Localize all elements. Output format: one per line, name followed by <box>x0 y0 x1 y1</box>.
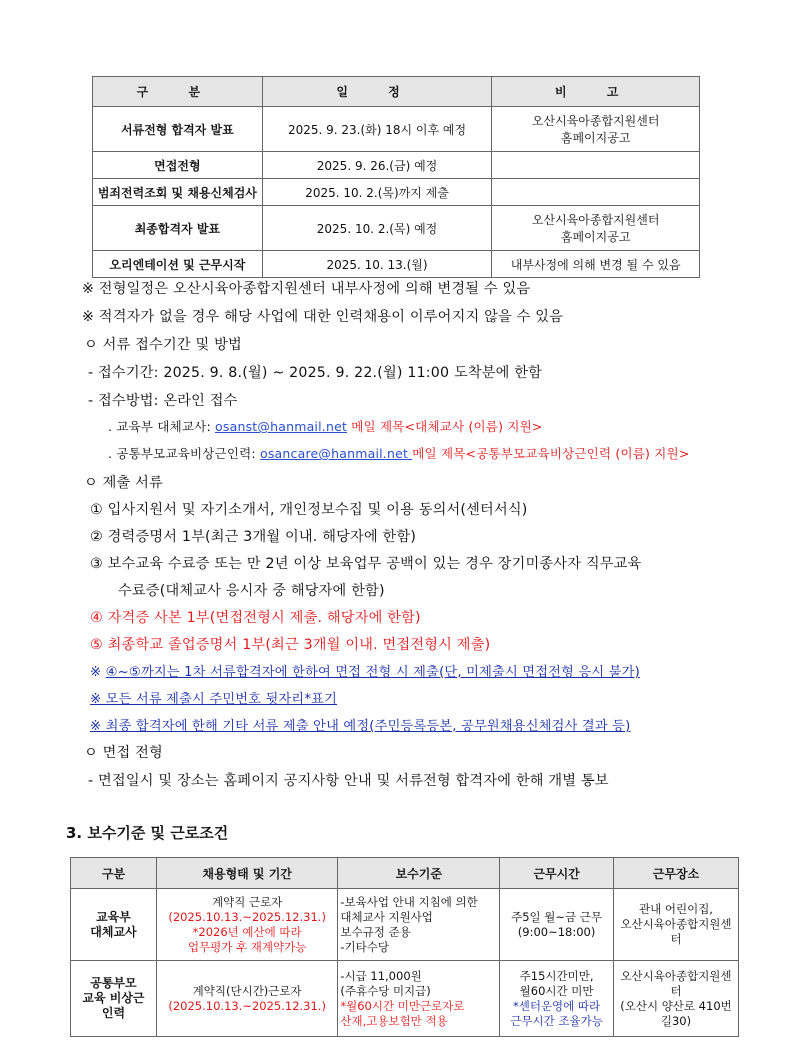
note-line: 홈페이지공고 <box>560 131 631 145</box>
row-date: 2025. 10. 2.(목)까지 제출 <box>262 179 492 206</box>
row-label: 오리엔테이션 및 근무시작 <box>93 251 263 278</box>
hours-line: 근무시간 조율가능 <box>510 1013 603 1028</box>
email-link-parent-edu[interactable]: osancare@hanmail.net <box>259 446 413 461</box>
pay-line: 산재,고용보험만 적용 <box>340 1013 448 1028</box>
note-mark: ※ <box>90 665 106 680</box>
pay-line: -기타수당 <box>340 939 389 954</box>
note-no-candidate: ※ 적격자가 없을 경우 해당 사업에 대한 인력채용이 이루어지지 않을 수 있음 <box>82 309 564 325</box>
table-header-row <box>93 77 700 107</box>
row-label <box>71 889 157 961</box>
section-heading: 3. 보수기준 및 근로조건 <box>66 824 229 842</box>
row-hours <box>500 889 614 961</box>
document-item-cont: 수료증(대체교사 응시자 중 해당자에 한함) <box>118 583 385 599</box>
documents-title: ㅇ 제출 서류 <box>84 475 163 491</box>
label-line: 교육 비상근 <box>82 991 145 1005</box>
sub1-subject: 메일 제목<대체교사 (이름) 지원> <box>347 419 543 434</box>
documents-note-3: ※ 최종 합격자에 한해 기타 서류 제출 안내 예정(주민등록등본, 공무원채용신체검사 결과 등) <box>90 719 631 734</box>
type-line: *2026년 예산에 따라 <box>192 924 302 939</box>
document-item: ① 입사지원서 및 자기소개서, 개인정보수집 및 이용 동의서(센터서식) <box>90 502 528 518</box>
pay-table <box>70 857 739 1037</box>
row-note: 내부사정에 의해 변경 될 수 있음 <box>492 251 700 278</box>
col-header-schedule: 일 정 <box>262 77 492 107</box>
row-label: 범죄전력조회 및 채용신체검사 <box>93 179 263 206</box>
col-header-category: 구 분 <box>93 77 263 107</box>
document-item: ④ 자격증 사본 1부(면접전형시 제출. 해당자에 한함) <box>90 610 421 626</box>
row-hours <box>500 961 614 1037</box>
place-line: 오산시육아종합지원센터 <box>620 968 732 998</box>
row-type <box>156 961 337 1037</box>
table-row <box>93 251 700 278</box>
document-item: ③ 보수교육 수료증 또는 만 2년 이상 보육업무 공백이 있는 경우 장기미종사자 직무교육 <box>90 556 642 572</box>
row-note <box>492 152 700 179</box>
note-line: 오산시육아종합지원센터 <box>531 213 660 227</box>
table-row <box>93 107 700 152</box>
pay-line: (주휴수당 미지급) <box>340 983 431 998</box>
documents-note-1 <box>90 661 640 680</box>
note-text: ④~⑤까지는 1차 서류합격자에 한하여 면접 전형 시 제출(단, 미제출시 면접전형 응시 불가) <box>105 665 640 680</box>
pay-line: -시급 11,000원 <box>340 968 422 983</box>
col-header-type: 채용형태 및 기간 <box>156 858 337 889</box>
application-sub1 <box>108 417 543 435</box>
row-date: 2025. 10. 13.(월) <box>262 251 492 278</box>
row-note <box>492 206 700 251</box>
label-line: 대체교사 <box>90 924 137 939</box>
table-row <box>71 889 739 961</box>
row-pay <box>338 889 500 961</box>
place-line: 관내 어린이집, <box>639 902 713 916</box>
type-line: 업무평가 후 재계약가능 <box>187 939 307 954</box>
type-line: (2025.10.13.~2025.12.31.) <box>168 909 326 924</box>
hours-line: *센터운영에 따라 <box>512 998 601 1013</box>
row-pay <box>338 961 500 1037</box>
col-header-hours: 근무시간 <box>500 858 614 889</box>
hours-line: 주5일 월~금 근무 <box>511 909 603 924</box>
type-line: 계약직 근로자 <box>211 894 283 909</box>
pay-line: 보수규정 준용 <box>340 924 411 939</box>
sub1-prefix: . 교육부 대체교사: <box>108 419 216 434</box>
table-row <box>93 179 700 206</box>
col-header-pay: 보수기준 <box>338 858 500 889</box>
document-item: ⑤ 최종학교 졸업증명서 1부(최근 3개월 이내. 면접전형시 제출) <box>90 637 491 653</box>
row-label: 서류전형 합격자 발표 <box>93 107 263 152</box>
col-header-place: 근무장소 <box>613 858 738 889</box>
email-link-substitute[interactable]: osanst@hanmail.net <box>215 419 348 434</box>
row-date: 2025. 9. 23.(화) 18시 이후 예정 <box>262 107 492 152</box>
col-header-note: 비 고 <box>492 77 700 107</box>
pay-line: 대체교사 지원사업 <box>340 909 433 924</box>
note-line: 오산시육아종합지원센터 <box>531 114 660 128</box>
type-line: 계약직(단시간)근로자 <box>192 983 302 998</box>
pay-line: *월60시간 미만근로자로 <box>340 998 465 1013</box>
pay-line: -보육사업 안내 지침에 의한 <box>340 894 478 909</box>
type-line: (2025.10.13.~2025.12.31.) <box>168 998 326 1013</box>
label-line: 교육부 <box>96 909 131 924</box>
note-line: 홈페이지공고 <box>560 230 631 244</box>
sub2-subject: 메일 제목<공통부모교육비상근인력 (이름) 지원> <box>412 446 690 461</box>
row-label: 면접전형 <box>93 152 263 179</box>
interview-title: ㅇ 면접 전형 <box>84 745 163 761</box>
sub2-prefix: . 공통부모교육비상근인력: <box>108 446 260 461</box>
table-row <box>93 152 700 179</box>
interview-desc: - 면접일시 및 장소는 홈페이지 공지사항 안내 및 서류전형 합격자에 한해 개별 통보 <box>88 773 609 789</box>
row-place <box>613 961 738 1037</box>
application-title: ㅇ 서류 접수기간 및 방법 <box>84 337 242 353</box>
row-place <box>613 889 738 961</box>
row-label: 최종합격자 발표 <box>93 206 263 251</box>
row-type <box>156 889 337 961</box>
application-method: - 접수방법: 온라인 접수 <box>88 393 238 409</box>
place-line: 오산시육아종합지원센터 <box>620 917 732 946</box>
hours-line: 주15시간미만, <box>519 968 594 983</box>
row-note <box>492 179 700 206</box>
row-label <box>71 961 157 1037</box>
col-header-category: 구분 <box>71 858 157 889</box>
document-item: ② 경력증명서 1부(최근 3개월 이내. 해당자에 한함) <box>90 529 417 545</box>
schedule-table <box>92 76 700 278</box>
label-line: 공통부모 <box>90 976 137 990</box>
table-row <box>93 206 700 251</box>
application-sub2 <box>108 444 690 462</box>
documents-note-2: ※ 모든 서류 제출시 주민번호 뒷자리*표기 <box>90 692 338 707</box>
hours-line: 월60시간 미만 <box>519 983 594 998</box>
label-line: 인력 <box>101 1006 126 1020</box>
application-period: - 접수기간: 2025. 9. 8.(월) ~ 2025. 9. 22.(월) 11:00 도착분에 한함 <box>88 365 543 381</box>
hours-line: (9:00~18:00) <box>517 924 596 939</box>
table-header-row <box>71 858 739 889</box>
table-row <box>71 961 739 1037</box>
row-date: 2025. 9. 26.(금) 예정 <box>262 152 492 179</box>
row-note <box>492 107 700 152</box>
place-line: (오산시 양산로 410번길30) <box>620 998 732 1028</box>
row-date: 2025. 10. 2.(목) 예정 <box>262 206 492 251</box>
note-schedule-change: ※ 전형일정은 오산시육아종합지원센터 내부사정에 의해 변경될 수 있음 <box>82 281 531 297</box>
